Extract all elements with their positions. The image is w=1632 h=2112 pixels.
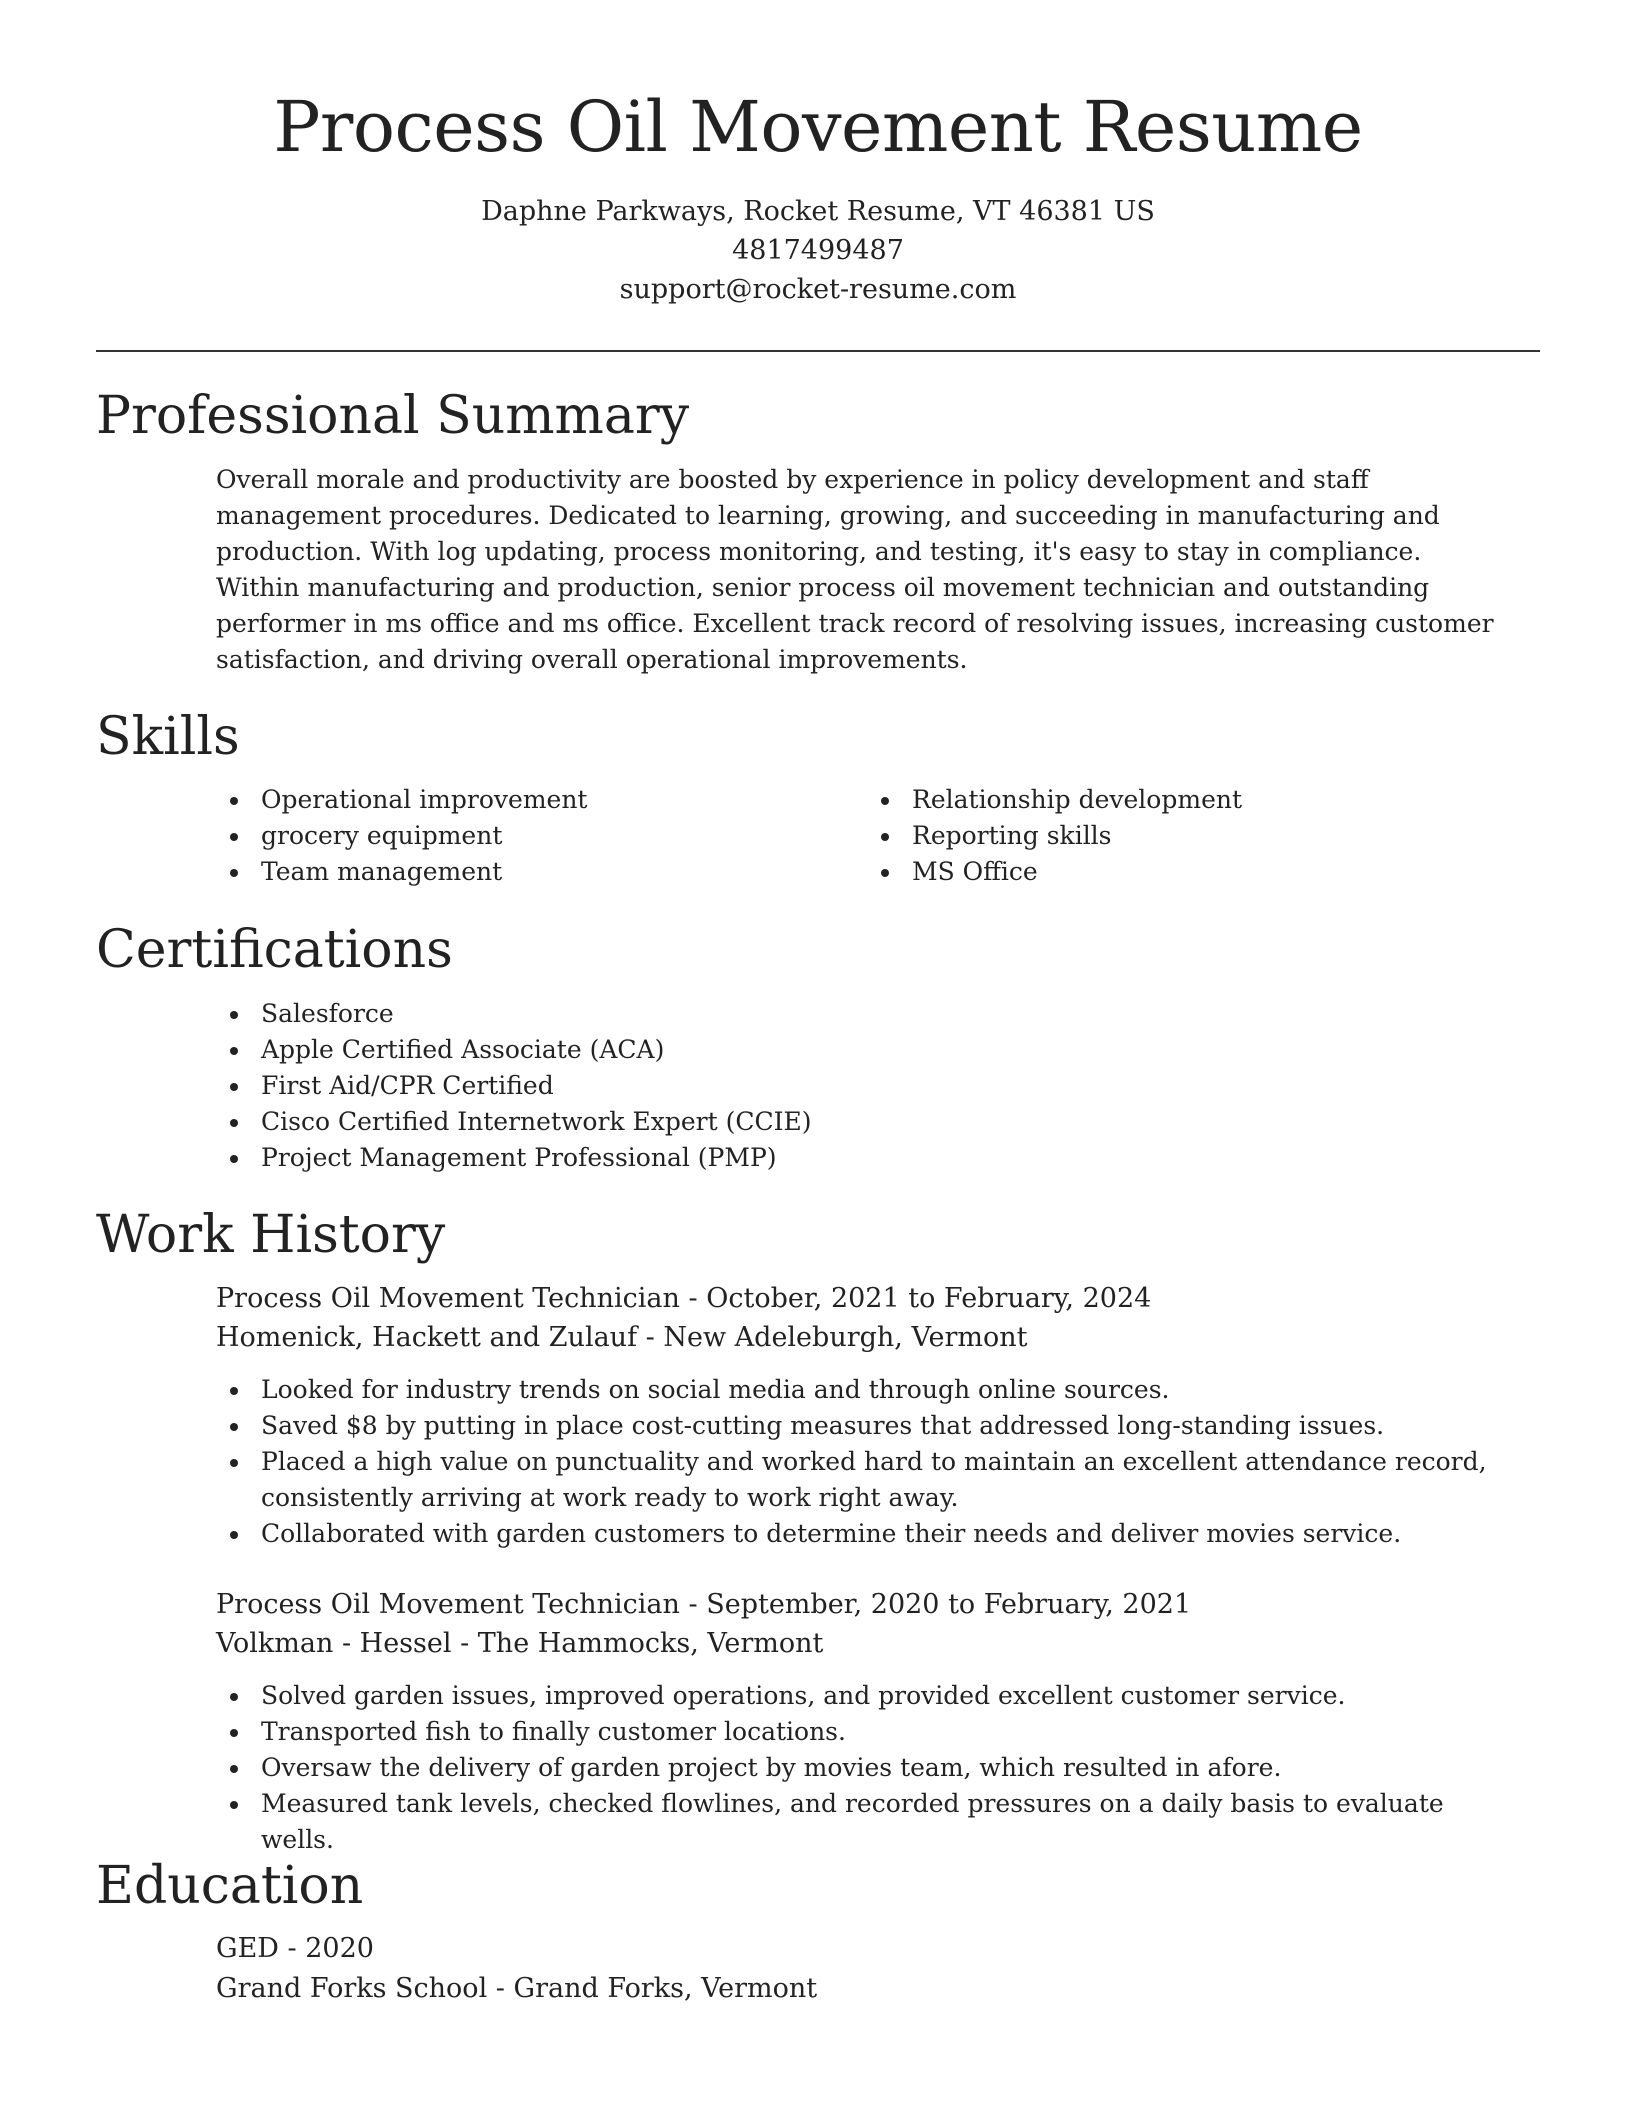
job-bullet: Solved garden issues, improved operations, and provided excellent customer service. [217,1678,1517,1714]
job-dates: October, 2021 to February, 2024 [706,1283,1152,1314]
job-bullet: Oversaw the delivery of garden project by movies team, which resulted in afore. [217,1750,1517,1786]
job-title-line [216,1586,1191,1624]
job-location: The Hammocks, Vermont [477,1628,824,1659]
separator: - [637,1322,664,1353]
skill-item: MS Office [868,854,1508,890]
contact-phone: 4817499487 [732,235,904,266]
skill-item: Reporting skills [868,818,1508,854]
separator: - [278,1933,306,1964]
certification-item: Salesforce [217,996,1417,1032]
section-heading-work-history: Work History [96,1205,446,1265]
job-location: New Adeleburgh, Vermont [663,1322,1028,1353]
job-bullet: Looked for industry trends on social media and through online sources. [217,1372,1517,1408]
job-employer: Homenick, Hackett and Zulauf [216,1322,638,1353]
job-title: Process Oil Movement Technician [216,1283,680,1314]
contact-email: support@rocket-resume.com [619,274,1017,305]
contact-address: Daphne Parkways, Rocket Resume, VT 46381 US [481,196,1155,227]
skill-item: Relationship development [868,782,1508,818]
separator: - [679,1283,707,1314]
job-dates: September, 2020 to February, 2021 [706,1589,1192,1620]
separator: - [487,1973,514,2004]
summary-text: Overall morale and productivity are boosted by experience in policy development and staff management procedures. Dedicated to learning, growing, and succeeding in manufacturing and production. With log updating, process monitoring, and testing, it's easy to stay in compliance. Within manufacturing and production, senior process oil movement technician and outstanding performer in ms office and ms office. Excellent track record of resolving issues, increasing customer satisfaction, and driving overall operational improvements. [216,465,1494,674]
education-location: Grand Forks, Vermont [513,1973,818,2004]
certification-item: Cisco Certified Internetwork Expert (CCIE) [217,1104,1417,1140]
contact-block [96,192,1540,309]
section-heading-summary: Professional Summary [96,386,690,446]
section-heading-certifications: Certifications [96,920,453,980]
skills-list-left [217,782,817,890]
job-bullet: Saved $8 by putting in place cost-cutting measures that addressed long-standing issues. [217,1408,1517,1444]
certification-item: Project Management Professional (PMP) [217,1140,1417,1176]
job-bullet: Collaborated with garden customers to determine their needs and deliver movies service. [217,1516,1517,1552]
skill-item: Team management [217,854,817,890]
separator: - [679,1589,707,1620]
education-degree-line [216,1930,374,1968]
section-heading-skills: Skills [96,707,240,767]
job-bullet: Transported fish to finally customer locations. [217,1714,1517,1750]
skill-item: grocery equipment [217,818,817,854]
job-employer-line [216,1319,1027,1357]
page-title: Process Oil Movement Resume [273,86,1363,168]
job-title: Process Oil Movement Technician [216,1589,680,1620]
separator: - [451,1628,478,1659]
skill-item: Operational improvement [217,782,817,818]
certifications-list [217,996,1417,1176]
header-divider [96,350,1540,352]
certification-item: Apple Certified Associate (ACA) [217,1032,1417,1068]
job-employer-line [216,1625,823,1663]
job-employer: Volkman - Hessel [216,1628,452,1659]
education-school: Grand Forks School [216,1973,488,2004]
job-bullets [217,1372,1517,1552]
job-bullet: Placed a high value on punctuality and worked hard to maintain an excellent attendance record, consistently arriving at work ready to work right away. [217,1444,1517,1516]
job-bullet: Measured tank levels, checked flowlines, and recorded pressures on a daily basis to evaluate wells. [217,1786,1517,1858]
certification-item: First Aid/CPR Certified [217,1068,1417,1104]
job-title-line [216,1280,1151,1318]
skills-list-right [868,782,1508,890]
section-heading-education: Education [96,1856,364,1916]
education-year: 2020 [305,1933,374,1964]
job-bullets [217,1678,1517,1858]
education-degree: GED [216,1933,279,1964]
education-school-line [216,1970,817,2008]
